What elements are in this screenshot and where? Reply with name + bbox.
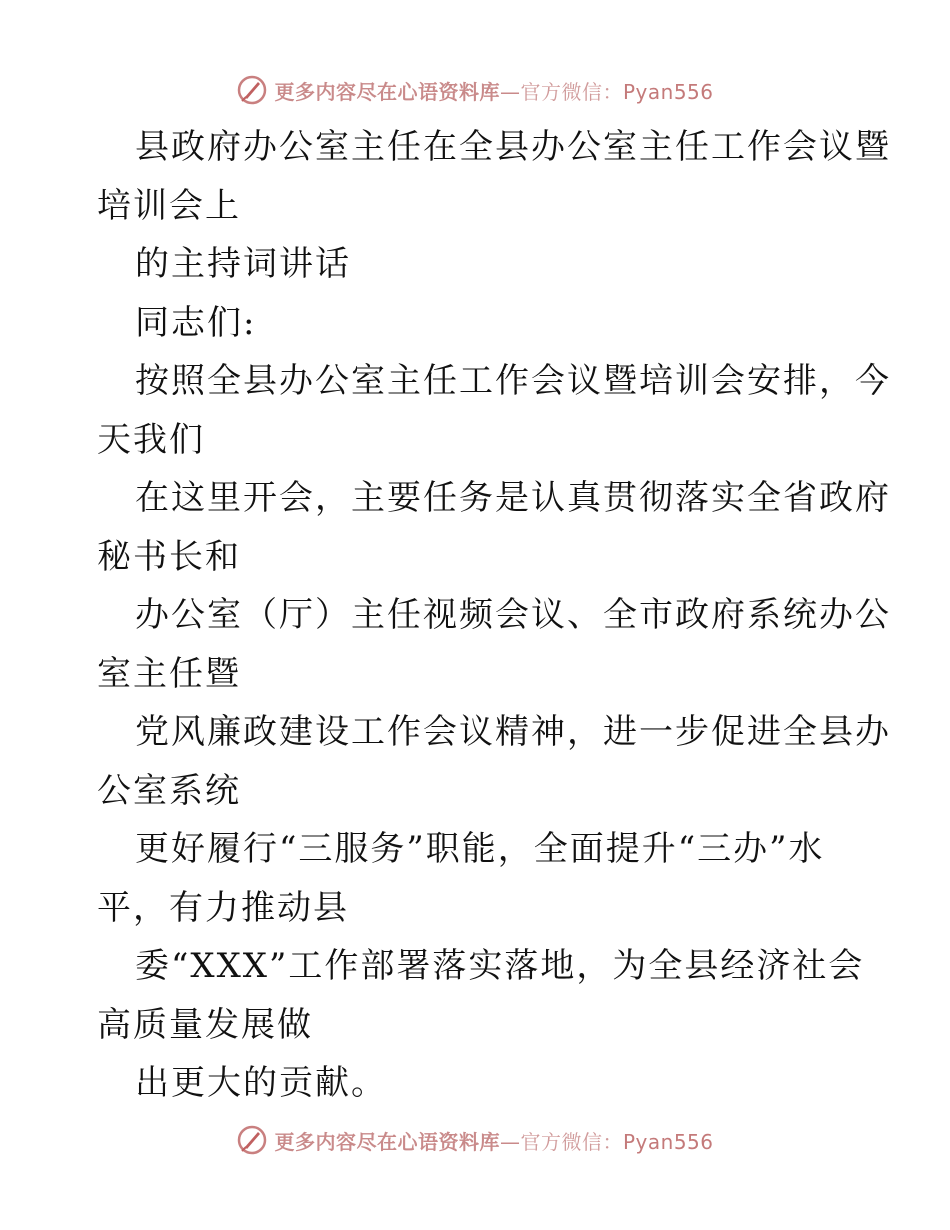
document-line: 天我们 [97, 419, 205, 460]
document-line: 公室系统 [97, 770, 241, 811]
document-line: 出更大的贡献。 [135, 1063, 387, 1103]
header-watermark [0, 70, 950, 110]
watermark-text [274, 1126, 713, 1155]
document-line: 同志们: [135, 302, 257, 343]
watermark-official: 官方微信： [520, 79, 623, 104]
document-line: 室主任暨 [97, 653, 241, 694]
document-line: 的主持词讲话 [135, 244, 351, 284]
watermark-brand: 更多内容尽在心语资料库 [274, 1129, 500, 1154]
watermark-account: Pyan556 [622, 1129, 714, 1154]
document-line: 更好履行“三服务”职能，全面提升“三办”水 [135, 829, 825, 869]
document-line: 在这里开会，主要任务是认真贯彻落实全省政府 [135, 478, 891, 518]
watermark-separator: — [499, 1129, 521, 1154]
document-line: 高质量发展做 [97, 1004, 313, 1045]
footer-watermark [0, 1120, 950, 1160]
document-line: 按照全县办公室主任工作会议暨培训会安排，今 [135, 361, 891, 401]
document-body [97, 118, 891, 1113]
watermark-separator: — [499, 79, 521, 104]
quill-circle-icon [236, 74, 268, 106]
document-line: 秘书长和 [97, 536, 241, 577]
document-line: 党风廉政建设工作会议精神，进一步促进全县办 [135, 712, 891, 752]
watermark-text [274, 76, 713, 105]
document-line: 办公室（厅）主任视频会议、全市政府系统办公 [135, 595, 891, 635]
watermark-official: 官方微信： [520, 1129, 623, 1154]
watermark-brand: 更多内容尽在心语资料库 [274, 79, 500, 104]
watermark-account: Pyan556 [622, 79, 714, 104]
document-line: 县政府办公室主任在全县办公室主任工作会议暨 [135, 127, 891, 167]
document-line: 委“XXX”工作部署落实落地，为全县经济社会 [135, 946, 865, 986]
document-line: 平，有力推动县 [97, 887, 349, 928]
document-line: 培训会上 [97, 185, 241, 226]
quill-circle-icon [236, 1124, 268, 1156]
